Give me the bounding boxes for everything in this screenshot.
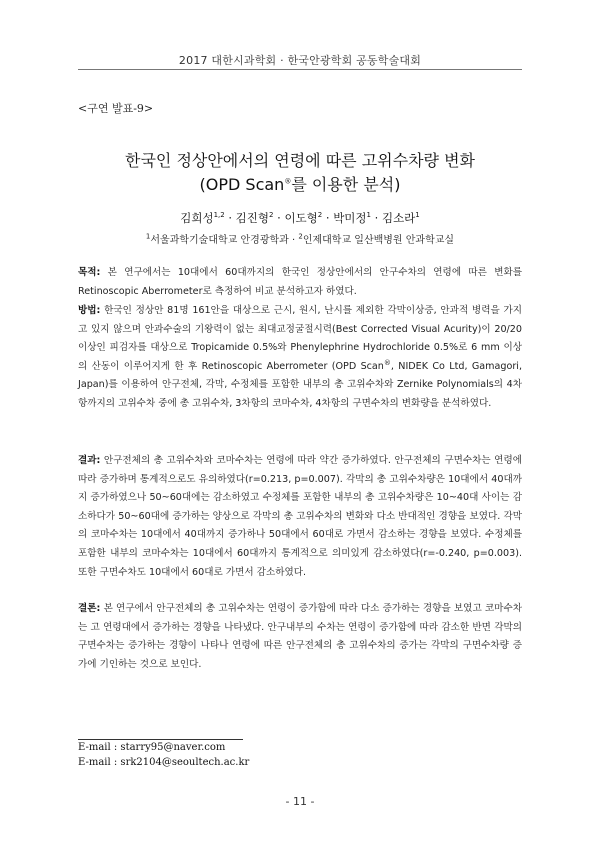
section-label: 목적: — [78, 267, 101, 278]
email-line: E-mail : srk2104@seoultech.ac.kr — [78, 757, 250, 768]
conference-header: 2017 대한시과학회 · 한국안광학회 공동학술대회 — [178, 54, 422, 67]
author-name: 박미정 — [333, 211, 367, 225]
author-affil-mark: 1,2 — [213, 211, 225, 220]
author-name: 김희성 — [180, 211, 214, 225]
author-affil-mark: 1 — [366, 211, 371, 220]
author-list — [0, 210, 600, 226]
registered-mark: ® — [383, 358, 391, 367]
affiliations — [0, 231, 600, 246]
author-separator: · — [273, 211, 285, 225]
section-purpose — [78, 264, 522, 301]
session-label: <구연 발표-9> — [78, 102, 154, 115]
email-line: E-mail : starry95@naver.com — [78, 742, 226, 753]
footnote-divider — [78, 739, 243, 740]
author-separator: · — [224, 211, 236, 225]
title-line2-post: 를 이용한 분석) — [291, 175, 401, 194]
title-line2-pre: (OPD Scan — [199, 175, 285, 194]
author-separator: · — [371, 211, 382, 225]
paper-title-line1: 한국인 정상안에서의 연령에 따른 고위수차량 변화 — [124, 151, 475, 170]
page-number: - 11 - — [285, 795, 315, 808]
registered-mark: ® — [284, 177, 292, 186]
section-label: 결과: — [78, 455, 101, 466]
author-separator: · — [322, 211, 334, 225]
author-affil-mark: 2 — [269, 211, 274, 220]
affil-mark: 1 — [145, 232, 151, 241]
affiliation-text: 인제대학교 일산백병원 안과학교실 — [302, 235, 455, 246]
author-name: 김진형 — [235, 211, 269, 225]
author-name: 이도형 — [284, 211, 318, 225]
section-body-cont: , NIDEK Co Ltd, Gamagori, Japan)를 이용하여 안구전체, 각막, 수정체를 포함한 내부의 총 고위수차와 Zernike Polynomials의 4차항까지의 고위수차 중에 총 고위수차, 3차항의 코마수차, 4차항의 구면수차의 변화량을 분석하였다. — [78, 360, 522, 409]
author-affil-mark: 2 — [317, 211, 323, 220]
section-method — [78, 302, 522, 414]
paper-title-line2 — [0, 172, 600, 195]
header-divider — [78, 69, 522, 70]
section-label: 방법: — [78, 305, 101, 316]
author-name: 김소라 — [381, 211, 416, 225]
affiliation-text: 서울과학기술대학교 안경광학과 — [150, 235, 289, 246]
section-label: 결론: — [78, 603, 101, 614]
section-body: 본 연구에서는 10대에서 60대까지의 한국인 정상안에서의 안구수차의 연령에 따른 변화를 Retinoscopic Aberrometer로 측정하여 비교 분석하고자 하였다. — [78, 267, 522, 297]
author-affil-mark: 1 — [415, 211, 420, 220]
affil-separator: · — [288, 235, 299, 246]
section-body: 본 연구에서 안구전체의 총 고위수차는 연령이 증가함에 따라 다소 증가하는 경향을 보였고 코마수차는 고 연령대에서 증가하는 경향을 나타냈다. 안구내부의 수차는 연령이 증가함에 따라 감소한 반면 각막의 구면수차는 증가하는 경향이 나타나 연령에 따른 안구전체의 총 고위수차의 증가는 각막의 구면수차량 증가에 기인하는 것으로 보인다. — [78, 603, 522, 670]
section-body: 안구전체의 총 고위수차와 코마수차는 연령에 따라 약간 증가하였다. 안구전체의 구면수차는 연령에 따라 증가하며 통계적으로도 유의하였다(r=0.213, p=0.007). 각막의 총 고위수차량은 10대에서 40대까지 증가하였으나 50~60대에는 감소하였고 수정체를 포함한 내부의 총 고위수차량은 10~40대 사이는 감소하다가 50~60대에 증가하는 양상으로 각막의 총 고위수차의 변화와 다소 반대적인 경향을 보였다. 각막의 코마수차는 10대에서 40대까지 증가하나 50대에서 60대로 가면서 감소하는 경향을 보였다. 수정체를 포함한 내부의 코마수차는 10대에서 60대까지 통계적으로 의미있게 감소하였다(r=-0.240, p=0.003). 또한 구면수차도 10대에서 60대로 가면서 감소하였다. — [78, 455, 522, 578]
section-result — [78, 452, 522, 582]
section-conclusion — [78, 600, 522, 674]
affil-mark: 2 — [298, 232, 303, 241]
section-body: 한국인 정상안 81명 161안을 대상으로 근시, 원시, 난시를 제외한 각막이상증, 안과적 병력을 가지고 있지 않으며 안과수술의 기왕력이 없는 최대교정굴절시력(Best Corrected Visual Acurity)이 20/20 이상인 피검자를 대상으로 Tropicamide 0.5%와 Phenylephrine Hydrochloride 0.5%로 6 mm 이상의 산동이 이루어지게 한 후 Retinoscopic Aberrometer (OPD Scan — [78, 305, 522, 372]
